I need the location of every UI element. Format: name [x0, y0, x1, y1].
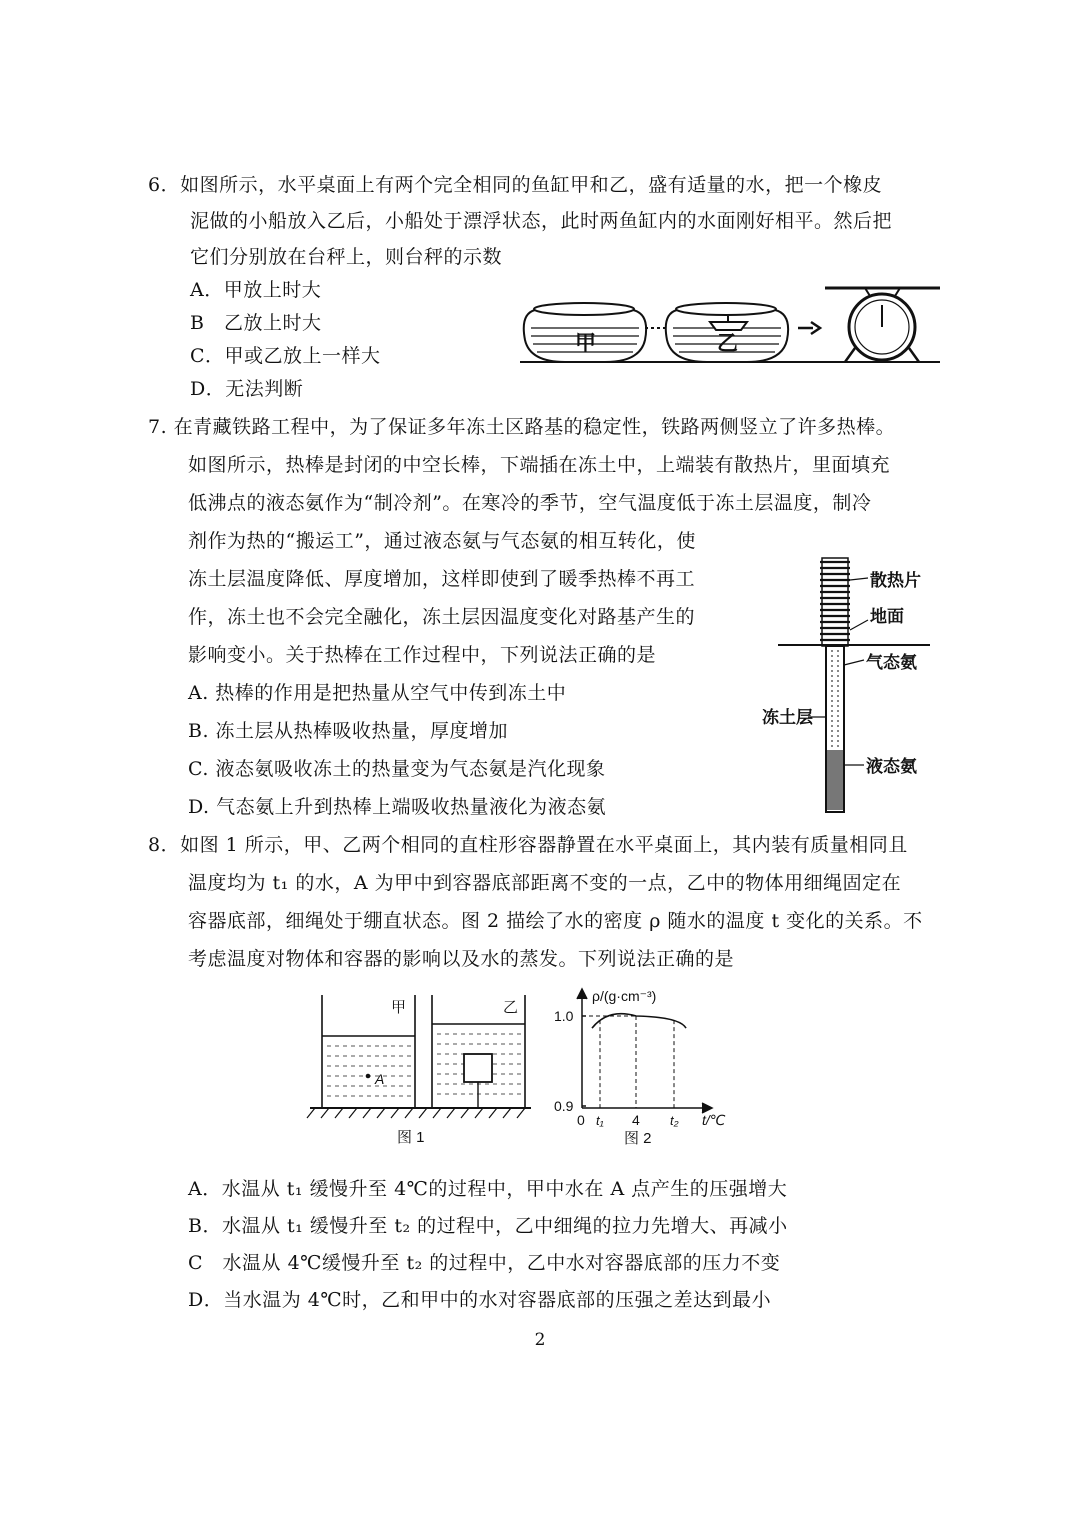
q7-gas-label: 气态氨 [866, 653, 917, 673]
q6-tank-a-label: 甲 [575, 330, 596, 355]
chart-ylabel: ρ/(g·cm⁻³) [592, 988, 657, 1004]
chart-ytick-bottom: 0.9 [554, 1098, 574, 1114]
q6-line-3: 它们分别放在台秤上，则台秤的示数 [190, 246, 503, 268]
q8-option-d: D．当水温为 4℃时，乙和甲中的水对容器底部的压强之差达到最小 [188, 1289, 772, 1311]
chart-xtick-t2: t₂ [670, 1113, 679, 1128]
q7-option-c: C. 液态氨吸收冻土的热量变为气态氨是汽化现象 [188, 758, 606, 780]
q7-line-3: 低沸点的液态氨作为“制冷剂”。在寒冷的季节，空气温度低于冻土层温度，制冷 [188, 492, 872, 514]
q7-option-d: D. 气态氨上升到热棒上端吸收热量液化为液态氨 [188, 796, 607, 818]
q8-line-4: 考虑温度对物体和容器的影响以及水的蒸发。下列说法正确的是 [188, 948, 735, 970]
q8-line-3: 容器底部，细绳处于绷直状态。图 2 描绘了水的密度 ρ 随水的温度 t 变化的关系。不 [188, 910, 923, 932]
q8-figure-1 [305, 990, 535, 1150]
chart-xlabel: t/℃ [702, 1112, 726, 1128]
q6-line-1: 6．如图所示，水平桌面上有两个完全相同的鱼缸甲和乙，盛有适量的水，把一个橡皮 [148, 174, 883, 196]
q7-fins-label: 散热片 [870, 571, 921, 591]
q6-option-c: C．甲或乙放上一样大 [190, 345, 381, 367]
chart-caption: 图 2 [624, 1130, 652, 1147]
q7-permafrost-label: 冻土层 [762, 708, 813, 728]
q6-option-b: B 乙放上时大 [190, 312, 322, 334]
q7-line-7: 影响变小。关于热棒在工作过程中，下列说法正确的是 [188, 644, 657, 666]
q8-option-c: C 水温从 4℃缓慢升至 t₂ 的过程中，乙中水对容器底部的压力不变 [188, 1252, 781, 1274]
q6-option-d: D．无法判断 [190, 378, 304, 400]
q7-option-b: B. 冻土层从热棒吸收热量，厚度增加 [188, 720, 509, 742]
chart-ytick-top: 1.0 [554, 1008, 574, 1024]
q8-fig1-caption: 图 1 [397, 1129, 425, 1146]
q7-heat-pipe-figure [760, 550, 940, 818]
q8-figure-2-chart [550, 985, 745, 1150]
q7-ground-label: 地面 [870, 607, 904, 627]
q8-line-2: 温度均为 t₁ 的水，A 为甲中到容器底部距离不变的一点，乙中的物体用细绳固定在 [188, 872, 902, 894]
q8-option-a: A．水温从 t₁ 缓慢升至 4℃的过程中，甲中水在 A 点产生的压强增大 [188, 1178, 788, 1200]
q8-line-1: 8．如图 1 所示，甲、乙两个相同的直柱形容器静置在水平桌面上，其内装有质量相同且 [148, 834, 908, 856]
q8-option-b: B．水温从 t₁ 缓慢升至 t₂ 的过程中，乙中细绳的拉力先增大、再减小 [188, 1215, 788, 1237]
q6-figure [515, 280, 945, 375]
q7-option-a: A. 热棒的作用是把热量从空气中传到冻土中 [188, 682, 567, 704]
q8-fig1-tank-a-label: 甲 [391, 999, 407, 1016]
q7-line-5: 冻土层温度降低、厚度增加，这样即使到了暖季热棒不再工 [188, 568, 696, 590]
chart-xtick-0: 0 [577, 1112, 585, 1128]
q7-line-6: 作，冻土也不会完全融化，冻土层因温度变化对路基产生的 [188, 606, 696, 628]
chart-xtick-4: 4 [632, 1112, 640, 1128]
page-number: 2 [534, 1330, 546, 1350]
q7-line-1: 7. 在青藏铁路工程中，为了保证多年冻土区路基的稳定性，铁路两侧竖立了许多热棒。 [148, 416, 896, 438]
chart-xtick-t1: t₁ [596, 1113, 604, 1128]
q7-line-2: 如图所示，热棒是封闭的中空长棒，下端插在冻土中，上端装有散热片，里面填充 [188, 454, 891, 476]
q8-point-a-label: A [375, 1071, 385, 1087]
q6-tank-b-label: 乙 [717, 330, 738, 355]
q8-fig1-tank-b-label: 乙 [503, 999, 519, 1016]
q7-liquid-label: 液态氨 [866, 757, 917, 777]
q6-option-a: A．甲放上时大 [190, 279, 322, 301]
q7-line-4: 剂作为热的“搬运工”，通过液态氨与气态氨的相互转化，使 [188, 530, 696, 552]
q6-line-2: 泥做的小船放入乙后，小船处于漂浮状态，此时两鱼缸内的水面刚好相平。然后把 [190, 210, 893, 232]
